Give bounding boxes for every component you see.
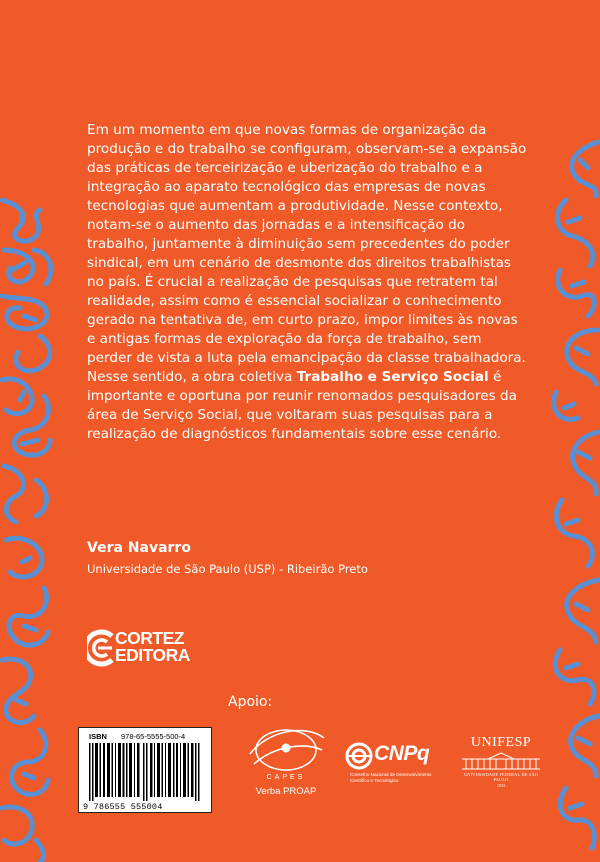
capes-subtitle: Verba PROAP <box>255 786 317 797</box>
capes-logo <box>244 720 328 800</box>
barcode-bars <box>89 743 203 801</box>
capes-orbit-icon <box>244 720 328 774</box>
publisher-name-line2: EDITORA <box>115 645 190 665</box>
unifesp-subtitle: UNIVERSIDADE FEDERAL DE SÃO PAULO <box>463 772 539 782</box>
barcode-digits: 9 786555 555004 <box>83 802 163 812</box>
left-doodle <box>2 200 51 862</box>
cnpq-emblem-icon <box>344 740 374 772</box>
isbn-label: ISBN <box>89 732 107 741</box>
capes-name: CAPES <box>266 774 306 781</box>
cnpq-name: CNPq <box>374 742 430 765</box>
isbn-number: 978-65-5555-500-4 <box>121 732 186 741</box>
back-cover-blurb <box>87 121 527 444</box>
publisher-name-line1: CORTEZ <box>115 628 184 648</box>
cortez-c-icon <box>87 628 115 668</box>
author-affiliation: Universidade de São Paulo (USP) - Ribeirão Preto <box>87 562 368 576</box>
unifesp-logo <box>458 735 544 805</box>
cnpq-description: Conselho Nacional de Desenvolvimento Científico e Tecnológico <box>350 772 432 783</box>
unifesp-name: UNIFESP <box>470 735 532 750</box>
isbn-barcode <box>78 727 212 813</box>
blurb-text-2: é importante e oportuna por reunir renomados pesquisadores da área de Serviço Social, que voltaram suas pesquisas para a realização de diagnósticos fundamentais sobre esse cenário. <box>87 369 517 442</box>
author-name: Vera Navarro <box>87 540 191 556</box>
unifesp-year: 1933 <box>497 783 505 788</box>
cnpq-logo <box>344 740 448 792</box>
publisher-logo <box>87 627 197 669</box>
support-label: Apoio: <box>228 694 273 710</box>
blurb-text-1: Em um momento em que novas formas de organização da produção e do trabalho se configuram, observam-se a expansão das práticas de terceirização e uberização do trabalho e a integração ao aparato tecnológico das empresas de novas tecnologias que aumentam a produtividade. Nesse contexto, notam-se o aumento das jornadas e a intensificação do trabalho, juntamente à diminuição sem precedentes do poder sindical, em um cenário de desmonte dos direitos trabalhistas no país. É crucial a realização de pesquisas que retratem tal realidade, assim como é essencial socializar o conhecimento gerado na tentativa de, em curto prazo, impor limites às novas e antigas formas de exploração da força de trabalho, sem perder de vista a luta pela emancipação da classe trabalhadora. Nesse sentido, a obra coletiva <box>87 122 527 385</box>
book-title: Trabalho e Serviço Social <box>296 369 489 385</box>
unifesp-building-icon <box>458 751 544 771</box>
